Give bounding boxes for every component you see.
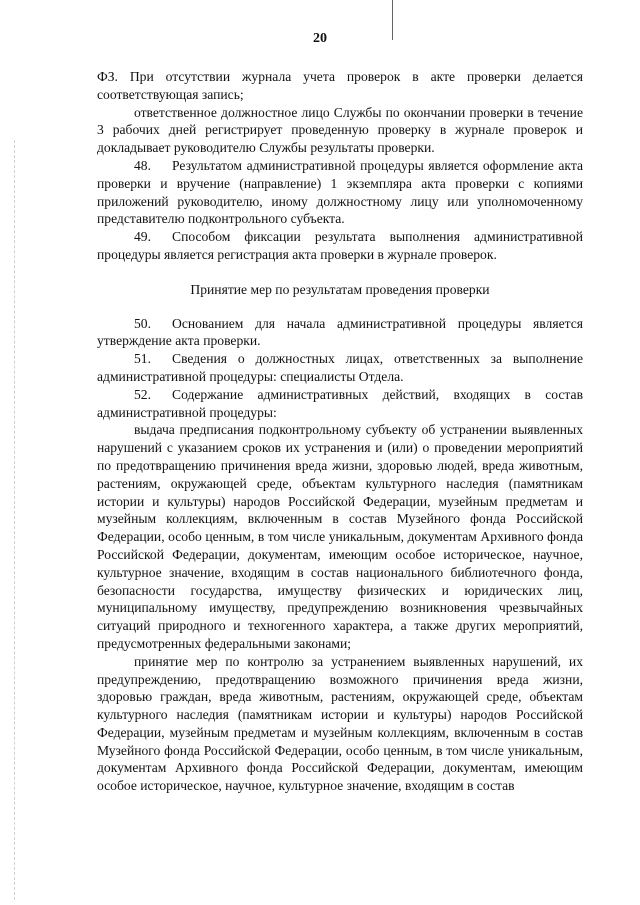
paragraph: выдача предписания подконтрольному субъекту об устранении выявленных нарушений с указанием сроков их устранения и (или) о проведении мероприятий по предотвращению причинения вреда жизни, здоровью людей, вреда животным, растениям, окружающей среде, объектам культурного наследия (памятникам истории и культуры) народов Российской Федерации, музейным предметам и музейным коллекциям, включенным в состав Музейного фонда Российской Федерации, особо ценным, в том числе уникальным, документам Архивного фонда Российской Федерации, документам, имеющим особое историческое, научное, культурное значение, входящим в состав национального библиотечного фонда, безопасности государства, имуществу физических и юридических лиц, муниципальному имуществу, предупреждению возникновения чрезвычайных ситуаций природного и техногенного характера, а также других мероприятий, предусмотренных федеральными законами; [97, 422, 583, 651]
paragraph-number: 49. [134, 229, 151, 245]
paragraph-text: Результатом административной процедуры является оформление акта проверки и вручение (направление) 1 экземпляра акта проверки с копиями приложений руководителю, иному должностному лицу или уполномоченному представителю подконтрольного субъекта. [97, 157, 583, 227]
paragraph-number: 50. [134, 315, 151, 331]
paragraph: ответственное должностное лицо Службы по окончании проверки в течение 3 рабочих дней регистрирует проведенную проверку в журнале проверок и докладывает руководителю Службы результаты проверки. [97, 104, 583, 156]
paragraph-number: 51. [134, 351, 151, 367]
scan-margin-line [14, 140, 16, 900]
paragraph-continuation: ФЗ. При отсутствии журнала учета проверок в акте проверки делается соответствующая запись; [97, 69, 583, 102]
paragraph-text: Основанием для начала административной процедуры является утверждение акта проверки. [97, 315, 583, 349]
page-number: 20 [313, 31, 327, 46]
paragraph-text: Содержание административных действий, входящих в состав административной процедуры: [97, 386, 583, 420]
numbered-paragraph [97, 386, 583, 422]
document-body [97, 68, 583, 795]
paragraph: принятие мер по контролю за устранением выявленных нарушений, их предупреждению, предотвращению возможного причинения вреда жизни, здоровью граждан, вреда животным, растениям, окружающей среде, объектам культурного наследия (памятникам истории и культуры) народов Российской Федерации, музейным предметам и музейным коллекциям, включенным в состав Музейного фонда Российской Федерации, особо ценным, в том числе уникальным, документам Архивного фонда Российской Федерации, документам, имеющим особое историческое, научное, культурное значение, входящим в состав [97, 653, 583, 794]
paragraph-text: Способом фиксации результата выполнения административной процедуры является регистрация акта проверки в журнале проверок. [97, 229, 583, 262]
paragraph-number: 52. [134, 386, 151, 402]
numbered-paragraph [97, 228, 583, 264]
numbered-paragraph [97, 350, 583, 386]
numbered-paragraph [97, 157, 583, 228]
numbered-paragraph [97, 315, 583, 351]
section-heading: Принятие мер по результатам проведения проверки [190, 281, 490, 297]
paragraph-number: 48. [134, 157, 151, 173]
paragraph-text: Сведения о должностных лицах, ответственных за выполнение административной процедуры: специалисты Отдела. [97, 351, 583, 384]
